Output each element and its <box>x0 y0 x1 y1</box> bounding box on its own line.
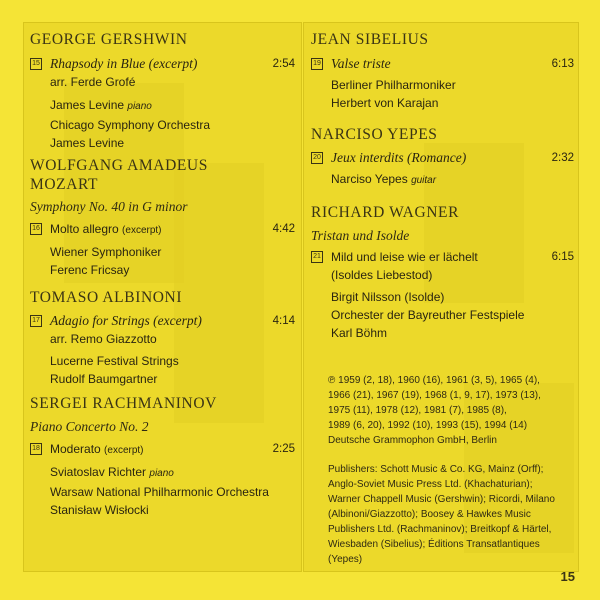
publisher-line: (Yepes) <box>328 554 363 565</box>
composer-name: SERGEI RACHMANINOV <box>30 395 217 412</box>
section-sibelius <box>311 30 574 112</box>
track-row <box>311 248 574 266</box>
copyright-line: Deutsche Grammophon GmbH, Berlin <box>328 435 497 446</box>
composer-name: NARCISO YEPES <box>311 126 438 143</box>
movement-title: Molto allegro <box>50 222 119 236</box>
composer-name: MOZART <box>30 176 99 193</box>
track-duration: 4:14 <box>272 315 295 327</box>
section-rachmaninov <box>30 394 295 519</box>
track-title: Jeux interdits (Romance) <box>331 150 467 165</box>
track-row <box>311 149 574 167</box>
performer: Narciso Yepes guitar <box>331 172 437 186</box>
track-duration: 2:25 <box>272 443 295 455</box>
track-row <box>30 220 295 240</box>
publisher-line: Publishers: Schott Music & Co. KG, Mainz (Orff); <box>328 464 544 475</box>
copyright-line: 1989 (6, 20), 1992 (10), 1993 (15), 1994 (14) <box>328 420 528 431</box>
publisher-line: Anglo-Soviet Music Press Ltd. (Khachaturian); <box>328 479 533 490</box>
section-gershwin <box>30 30 295 152</box>
track-duration: 2:32 <box>551 152 574 164</box>
performer: James Levine piano <box>50 98 152 112</box>
track-title: Rhapsody in Blue (excerpt) <box>50 56 198 71</box>
track-number: 19 <box>311 58 323 70</box>
performer: Rudolf Baumgartner <box>50 372 158 386</box>
work-title: Symphony No. 40 in G minor <box>30 199 188 214</box>
performer: Ferenc Fricsay <box>50 263 130 277</box>
performer: Orchester der Bayreuther Festspiele <box>331 308 525 322</box>
composer-name: WOLFGANG AMADEUS <box>30 157 208 174</box>
section-yepes <box>311 125 574 190</box>
track-number: 17 <box>30 315 42 327</box>
performer: Wiener Symphoniker <box>50 245 162 259</box>
track-row <box>30 55 295 73</box>
section-albinoni <box>30 288 295 388</box>
composer-name: GEORGE GERSHWIN <box>30 31 188 48</box>
track-title: Valse triste <box>331 56 391 71</box>
track-number: 18 <box>30 443 42 455</box>
performer: James Levine <box>50 136 125 150</box>
composer-name: JEAN SIBELIUS <box>311 31 429 48</box>
copyright-line: 1975 (11), 1978 (12), 1981 (7), 1985 (8), <box>328 405 507 416</box>
copyright-line: ℗ 1959 (2, 18), 1960 (16), 1961 (3, 5), 1965 (4), <box>328 375 540 386</box>
track-number: 20 <box>311 152 323 164</box>
track-number: 16 <box>30 223 42 235</box>
track-row <box>30 440 295 460</box>
copyright-block <box>328 373 574 448</box>
work-title: Piano Concerto No. 2 <box>30 419 149 434</box>
performer: Berliner Philharmoniker <box>331 78 456 92</box>
performer: Birgit Nilsson (Isolde) <box>331 290 445 304</box>
publisher-line: Warner Chappell Music (Gershwin); Ricordi, Milano <box>328 494 555 505</box>
track-duration: 4:42 <box>272 223 295 235</box>
track-number: 21 <box>311 251 323 263</box>
arranger: arr. Remo Giazzotto <box>50 332 157 346</box>
track-number: 15 <box>30 58 42 70</box>
movement-note: (excerpt) <box>122 225 162 236</box>
track-row <box>311 55 574 73</box>
publisher-line: (Albinoni/Giazzotto); Boosey & Hawkes Music <box>328 509 531 520</box>
performer: Sviatoslav Richter piano <box>50 465 174 479</box>
performer: Chicago Symphony Orchestra <box>50 118 211 132</box>
performer: Lucerne Festival Strings <box>50 354 179 368</box>
performer: Herbert von Karajan <box>331 96 439 110</box>
track-duration: 6:13 <box>551 58 574 70</box>
page-number: 15 <box>560 569 575 584</box>
track-subtitle: (Isoldes Liebestod) <box>331 268 433 282</box>
composer-name: RICHARD WAGNER <box>311 204 460 221</box>
arranger: arr. Ferde Grofé <box>50 75 136 89</box>
performer: Warsaw National Philharmonic Orchestra <box>50 485 269 499</box>
track-title: Mild und leise wie er lächelt <box>331 250 478 264</box>
track-title: Adagio for Strings (excerpt) <box>50 313 202 328</box>
publisher-line: Wiesbaden (Sibelius); Éditions Transatlantiques <box>328 539 540 550</box>
track-row <box>30 312 295 330</box>
copyright-line: 1966 (21), 1967 (19), 1968 (1, 9, 17), 1973 (13), <box>328 390 541 401</box>
section-mozart <box>30 156 295 279</box>
movement-title: Moderato <box>50 442 101 456</box>
movement-note: (excerpt) <box>104 445 144 456</box>
track-duration: 6:15 <box>551 251 574 263</box>
publishers-block <box>328 462 574 567</box>
composer-name: TOMASO ALBINONI <box>30 289 183 306</box>
performer: Stanisław Wisłocki <box>50 503 149 517</box>
section-wagner <box>311 203 574 342</box>
work-title: Tristan und Isolde <box>311 228 410 243</box>
publisher-line: Publishers Ltd. (Rachmaninov); Breitkopf & Härtel, <box>328 524 552 535</box>
performer: Karl Böhm <box>331 326 388 340</box>
track-duration: 2:54 <box>272 58 295 70</box>
